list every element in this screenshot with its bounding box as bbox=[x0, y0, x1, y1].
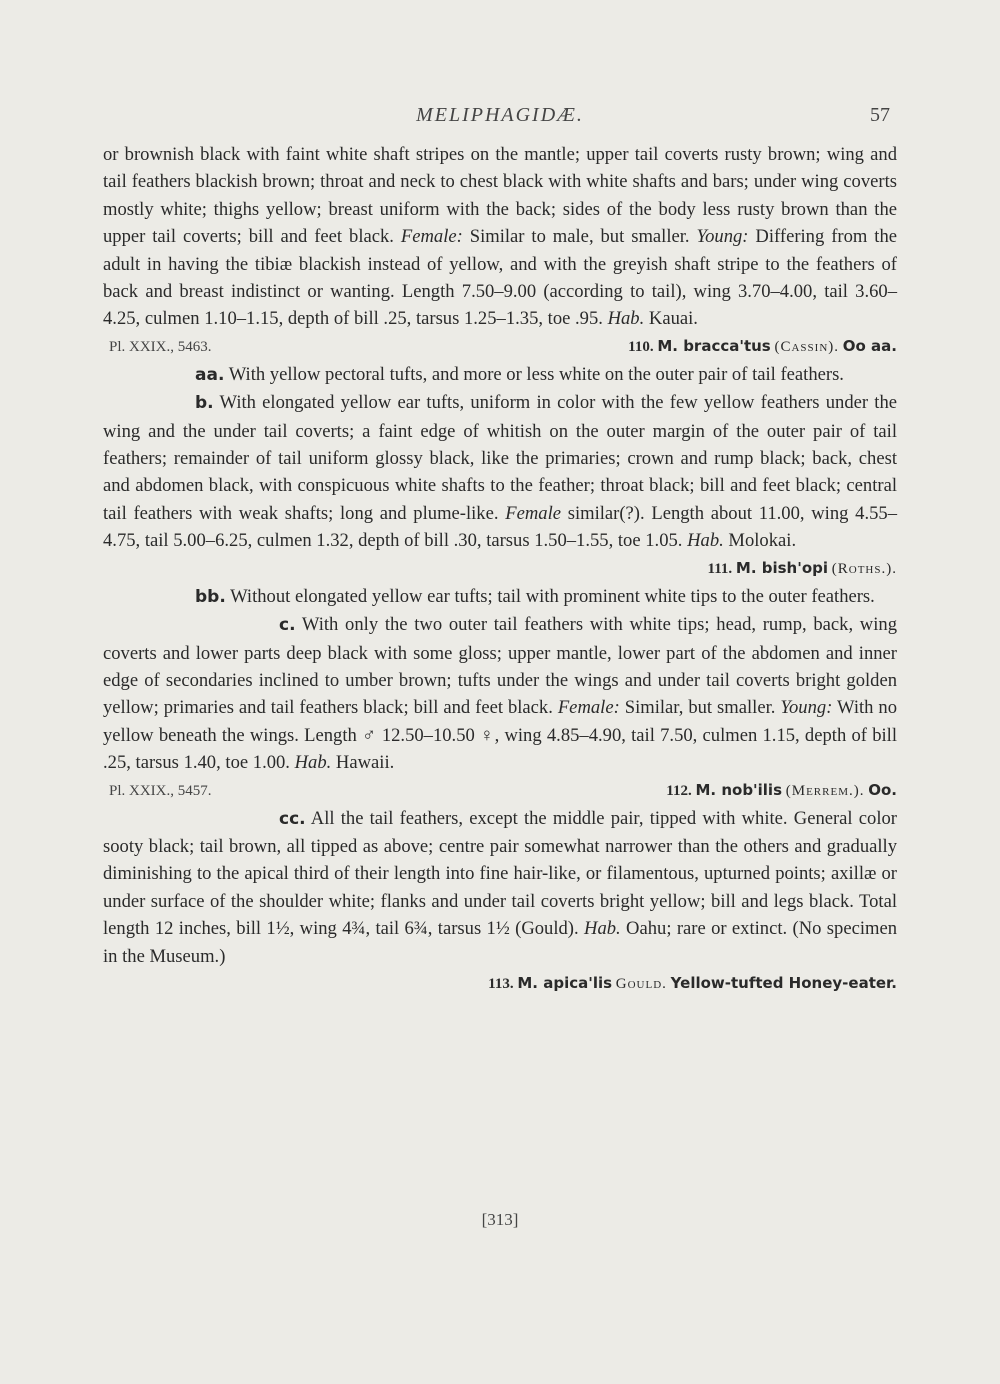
key-cc-paragraph: cc. All the tail feathers, except the middle pair, tipped with white. General color sooty black; tail brown, all tipped as above; centre pair somewhat narrower than the others and gradually diminishing to the apical third of their length into fine hair-like, or filamentous, upturned points; axillæ or under surface of the shoulder white; flanks and under tail coverts bright yellow; bill and legs black. Total length 12 inches, bill 1½, wing 4¾, tail 6¾, tarsus 1½ (Gould). Hab. Oahu; rare or extinct. (No specimen in the Museum.) bbox=[103, 807, 898, 967]
species-name: M. bracca'tus bbox=[657, 336, 771, 355]
species-name: M. apica'lis bbox=[517, 973, 613, 992]
species-heading-110 bbox=[103, 333, 897, 361]
key-label: aa. bbox=[195, 364, 225, 385]
species-common-name: Yellow-tufted Honey-eater. bbox=[670, 973, 897, 992]
young-label: Young: bbox=[780, 697, 833, 719]
species-author: Gould. bbox=[615, 975, 667, 992]
female-label: Female: bbox=[557, 697, 620, 719]
running-title: MELIPHAGIDÆ. bbox=[416, 104, 584, 126]
female-label: Female: bbox=[400, 226, 463, 248]
species-name: M. nob'ilis bbox=[695, 780, 782, 799]
habitat-value: Kauai. bbox=[644, 308, 698, 330]
species-author: (Cassin). bbox=[774, 338, 840, 355]
species-author: (Merrem.). bbox=[785, 782, 865, 799]
species-number: 113. bbox=[488, 975, 514, 992]
habitat-value: Oahu; rare or extinct. (No specimen in the Museum.) bbox=[103, 918, 898, 967]
plate-reference: Pl. XXIX., 5457. bbox=[109, 782, 212, 799]
species-author: (Roths.). bbox=[831, 560, 897, 577]
key-label: c. bbox=[279, 615, 296, 636]
young-label: Young: bbox=[696, 226, 749, 248]
key-c-paragraph: c. With only the two outer tail feathers with white tips; head, rump, back, wing coverts and lower parts deep black with some gloss; upper mantle, lower part of the abdomen and inner edge of secondaries inclined to umber brown; tufts under the wings and under tail coverts bright golden yellow; primaries and tail feathers black; bill and feet black. Female: Similar, but smaller. Young: With no yellow beneath the wings. Length ♂ 12.50–10.50 ♀, wing 4.85–4.90, tail 7.50, culmen 1.15, depth of bill .25, tarsus 1.40, toe 1.00. Hab. Hawaii. bbox=[103, 614, 897, 774]
habitat-label: Hab. bbox=[607, 308, 645, 330]
habitat-label: Hab. bbox=[294, 752, 332, 774]
species-heading-112 bbox=[103, 777, 897, 805]
key-aa-paragraph: aa. With yellow pectoral tufts, and more or less white on the outer pair of tail feathers. bbox=[195, 363, 844, 385]
key-b-paragraph: b. With elongated yellow ear tufts, uniform in color with the few yellow feathers under the wing and the under tail coverts; a faint edge of whitish on the outer margin of the outer pair of tail feathers; remainder of tail uniform glossy black, like the primaries; crown and rump black; back, chest and abdomen black, with conspicuous white shafts to the feather; throat black; bill and feet black; central tail feathers with weak shafts; long and plume-like. Female similar(?). Length about 11.00, wing 4.55–4.75, tail 5.00–6.25, culmen 1.32, depth of bill .30, tarsus 1.50–1.55, toe 1.05. Hab. Molokai. bbox=[103, 392, 897, 552]
paragraph-description-110: or brownish black with faint white shaft stripes on the mantle; upper tail coverts rusty brown; wing and tail feathers blackish brown; throat and neck to chest black with white shafts and bars; under wing coverts mostly white; thighs yellow; breast uniform with the back; sides of the body less rusty brown than the upper tail coverts; bill and feet black. Female: Similar to male, but smaller. Young: Differing from the adult in having the tibiæ blackish instead of yellow, and with the greyish shaft stripe to the feathers of back and breast indistinct or wanting. Length 7.50–9.00 (according to tail), wing 3.70–4.00, tail 3.60–4.25, culmen 1.10–1.15, depth of bill .25, tarsus 1.25–1.35, toe .95. Hab. Kauai. bbox=[103, 144, 897, 330]
female-label: Female bbox=[505, 502, 561, 524]
species-number: 112. bbox=[666, 782, 692, 799]
species-common-name: Oo aa. bbox=[842, 336, 897, 355]
habitat-label: Hab. bbox=[687, 530, 724, 552]
habitat-label: Hab. bbox=[584, 918, 621, 940]
species-heading-111 bbox=[103, 555, 897, 583]
key-bb-paragraph: bb. Without elongated yellow ear tufts; tail with prominent white tips to the outer feathers. bbox=[195, 585, 875, 607]
body-text bbox=[103, 141, 897, 998]
key-label: bb. bbox=[195, 586, 226, 607]
species-name: M. bish'opi bbox=[735, 558, 829, 577]
species-common-name: Oo. bbox=[868, 780, 897, 799]
signature-mark: [313] bbox=[481, 1210, 519, 1229]
page-header bbox=[0, 100, 1000, 134]
key-label: cc. bbox=[279, 808, 306, 829]
page-number: 57 bbox=[870, 104, 890, 126]
habitat-value: Hawaii. bbox=[331, 752, 395, 774]
species-number: 111. bbox=[707, 560, 733, 577]
habitat-value: Molokai. bbox=[723, 530, 797, 552]
species-heading-113 bbox=[103, 970, 897, 998]
plate-reference: Pl. XXIX., 5463. bbox=[109, 338, 212, 355]
species-number: 110. bbox=[628, 338, 654, 355]
key-label: b. bbox=[195, 393, 214, 414]
